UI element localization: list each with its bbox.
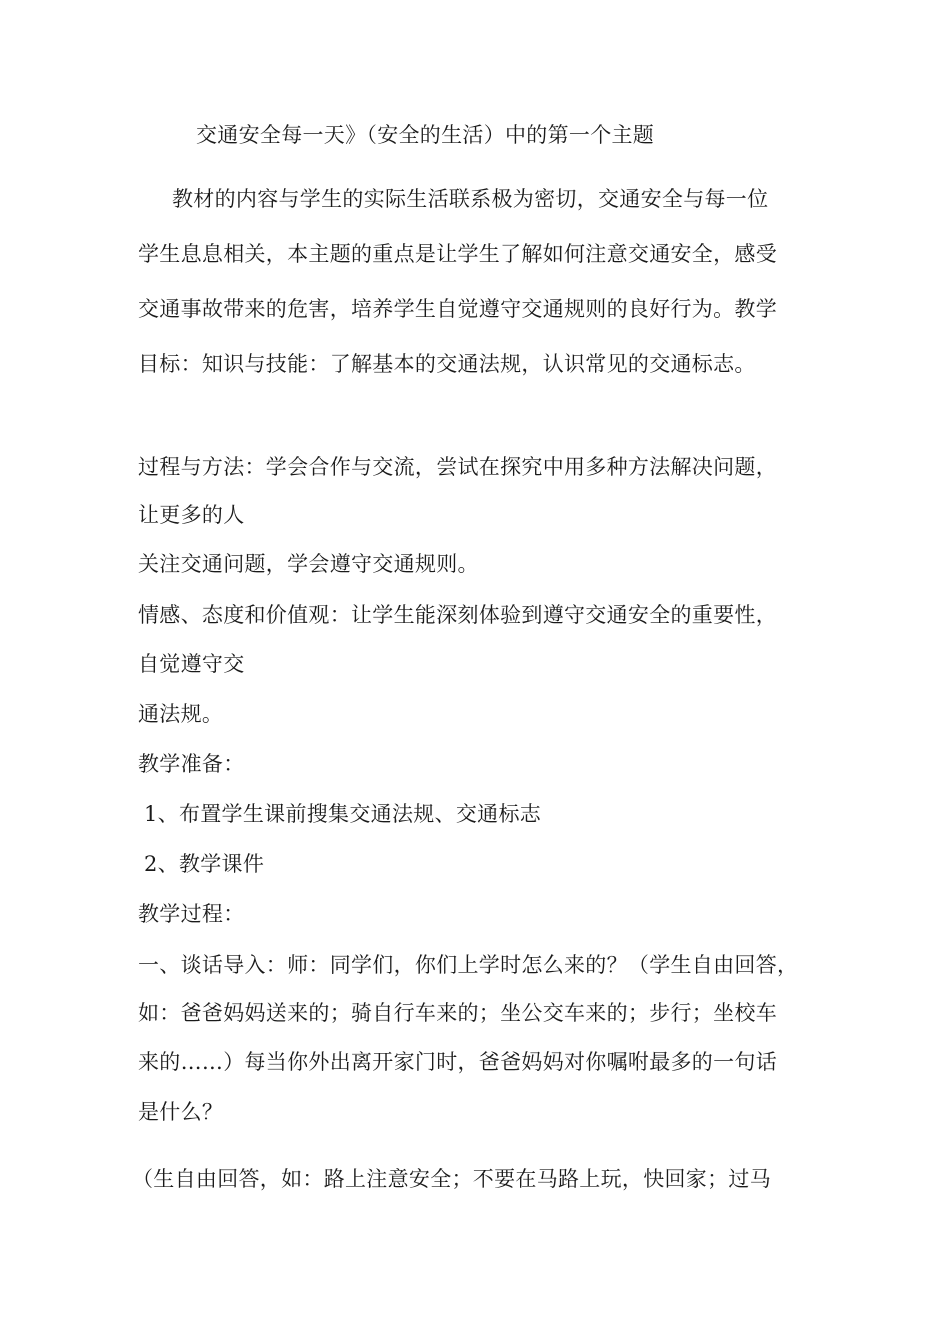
intro-line: 来的……）每当你外出离开家门时，爸爸妈妈对你嘱咐最多的一句话 bbox=[138, 1050, 777, 1074]
document-title: 交通安全每一天》（安全的生活）中的第一个主题 bbox=[196, 123, 655, 147]
paragraph-line: 目标：知识与技能：了解基本的交通法规，认识常见的交通标志。 bbox=[138, 352, 756, 376]
preparation-item: 1、布置学生课前搜集交通法规、交通标志 bbox=[144, 802, 542, 826]
emotion-line: 情感、态度和价值观：让学生能深刻体验到遵守交通安全的重要性， bbox=[138, 603, 777, 627]
paragraph-line: 教材的内容与学生的实际生活联系极为密切，交通安全与每一位 bbox=[172, 187, 769, 211]
process-heading: 教学过程： bbox=[138, 902, 245, 926]
answer-line: （生自由回答，如：路上注意安全；不要在马路上玩，快回家；过马 bbox=[132, 1167, 771, 1191]
paragraph-line: 学生息息相关，本主题的重点是让学生了解如何注意交通安全，感受 bbox=[138, 242, 777, 266]
emotion-line: 通法规。 bbox=[138, 702, 224, 726]
emotion-line: 自觉遵守交 bbox=[138, 652, 245, 676]
intro-line: 是什么？ bbox=[138, 1100, 224, 1124]
process-method-line: 过程与方法：学会合作与交流，尝试在探究中用多种方法解决问题， bbox=[138, 455, 777, 479]
process-method-line: 关注交通问题，学会遵守交通规则。 bbox=[138, 552, 479, 576]
paragraph-line: 交通事故带来的危害，培养学生自觉遵守交通规则的良好行为。教学 bbox=[138, 297, 777, 321]
intro-line: 如：爸爸妈妈送来的；骑自行车来的；坐公交车来的；步行；坐校车 bbox=[138, 1001, 777, 1025]
preparation-heading: 教学准备： bbox=[138, 752, 245, 776]
preparation-item: 2、教学课件 bbox=[144, 852, 265, 876]
process-method-line: 让更多的人 bbox=[138, 503, 245, 527]
intro-line: 一、谈话导入：师：同学们，你们上学时怎么来的？（学生自由回答， bbox=[138, 953, 799, 977]
